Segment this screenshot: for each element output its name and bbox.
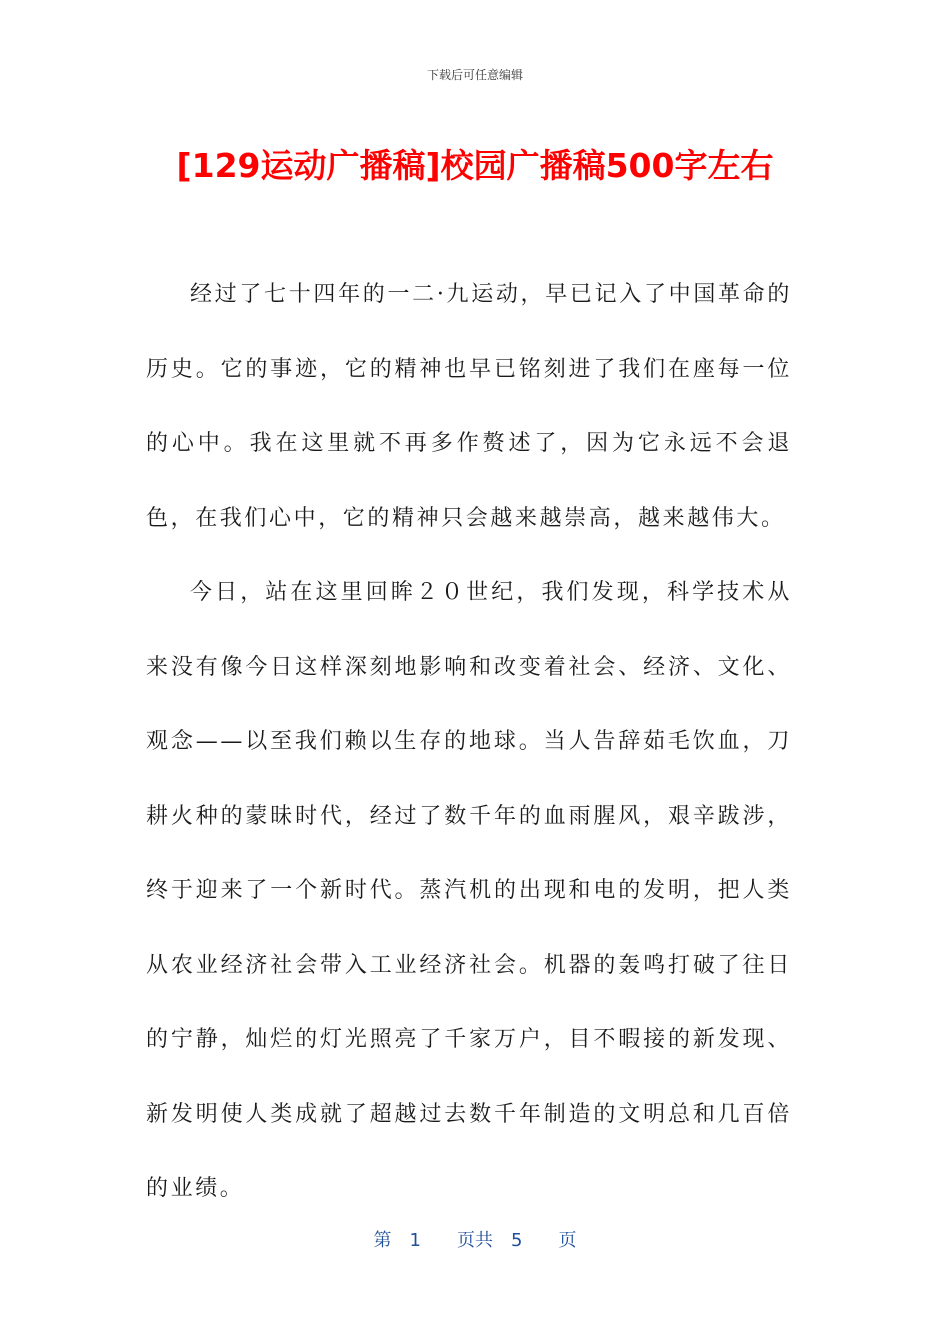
header-note: 下载后可任意编辑 [426, 68, 523, 82]
page-number-footer: 第 1 页共 5 页 [373, 1230, 577, 1251]
document-title: [129运动广播稿]校园广播稿500字左右 [176, 146, 774, 185]
document-body [146, 258, 792, 1227]
paragraph-2: 今日，站在这里回眸２０世纪，我们发现，科学技术从来没有像今日这样深刻地影响和改变着社会、经济、文化、观念——以至我们赖以生存的地球。当人告辞茹毛饮血，刀耕火种的蒙昧时代，经过了数千年的血雨腥风，艰辛跋涉，终于迎来了一个新时代。蒸汽机的出现和电的发明，把人类从农业经济社会带入工业经济社会。机器的轰鸣打破了往日的宁静，灿烂的灯光照亮了千家万户，目不暇接的新发现、新发明使人类成就了超越过去数千年制造的文明总和几百倍的业绩。 [146, 580, 792, 1201]
paragraph-1: 经过了七十四年的一二·九运动，早已记入了中国革命的历史。它的事迹，它的精神也早已铭刻进了我们在座每一位的心中。我在这里就不再多作赘述了，因为它永远不会退色，在我们心中，它的精神只会越来越崇高，越来越伟大。 [146, 282, 792, 531]
